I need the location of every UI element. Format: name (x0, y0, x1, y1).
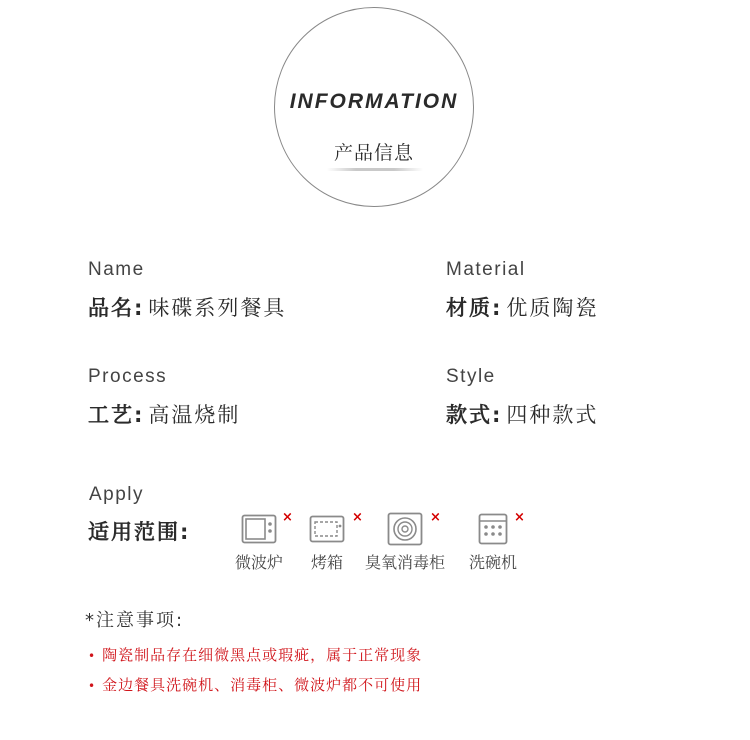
style-value: 四种款式 (506, 403, 599, 427)
process-label-en: Process (88, 366, 168, 387)
name-key: 品名: (88, 296, 145, 320)
bullet-icon: • (88, 649, 97, 663)
process-key: 工艺: (88, 403, 145, 427)
notice-item (88, 674, 422, 695)
header-title-en: INFORMATION (289, 90, 459, 113)
oven-icon (309, 514, 345, 544)
apply-row (88, 516, 190, 546)
header-underline (327, 168, 423, 171)
notice-item (88, 644, 422, 665)
microwave-icon (241, 514, 277, 544)
oven-not-allowed-mark: × (352, 510, 363, 525)
dishwasher-label: 洗碗机 (468, 553, 518, 572)
bullet-icon: • (88, 679, 97, 693)
sterilizer-icon (387, 512, 423, 546)
style-key: 款式: (446, 403, 503, 427)
material-value: 优质陶瓷 (506, 296, 599, 320)
appliance-microwave (224, 510, 294, 576)
header-circle (274, 7, 474, 207)
microwave-label: 微波炉 (234, 553, 284, 572)
oven-label: 烤箱 (310, 553, 344, 572)
sterilizer-not-allowed-mark: × (430, 510, 441, 525)
material-key: 材质: (446, 296, 503, 320)
dishwasher-icon (478, 513, 508, 545)
name-row (88, 292, 286, 322)
appliance-oven (292, 510, 363, 576)
style-row (446, 399, 598, 429)
appliance-dishwasher (458, 510, 528, 576)
material-label-en: Material (446, 259, 526, 280)
name-label-en: Name (88, 259, 145, 280)
appliance-sterilizer (364, 510, 446, 576)
microwave-not-allowed-mark: × (282, 510, 293, 525)
apply-key: 适用范围: (88, 520, 191, 544)
name-value: 味碟系列餐具 (148, 296, 287, 320)
notice-item-text: 陶瓷制品存在细微黑点或瑕疵，属于正常现象 (102, 646, 423, 664)
sterilizer-label: 臭氧消毒柜 (364, 553, 446, 572)
apply-label-en: Apply (89, 484, 145, 505)
material-row (446, 292, 598, 322)
process-value: 高温烧制 (148, 403, 241, 427)
notice-title: *注意事项: (85, 610, 185, 631)
notice-item-text: 金边餐具洗碗机、消毒柜、微波炉都不可使用 (102, 676, 423, 694)
dishwasher-not-allowed-mark: × (514, 510, 525, 525)
process-row (88, 399, 240, 429)
header-title-cn: 产品信息 (333, 142, 414, 164)
style-label-en: Style (446, 366, 496, 387)
